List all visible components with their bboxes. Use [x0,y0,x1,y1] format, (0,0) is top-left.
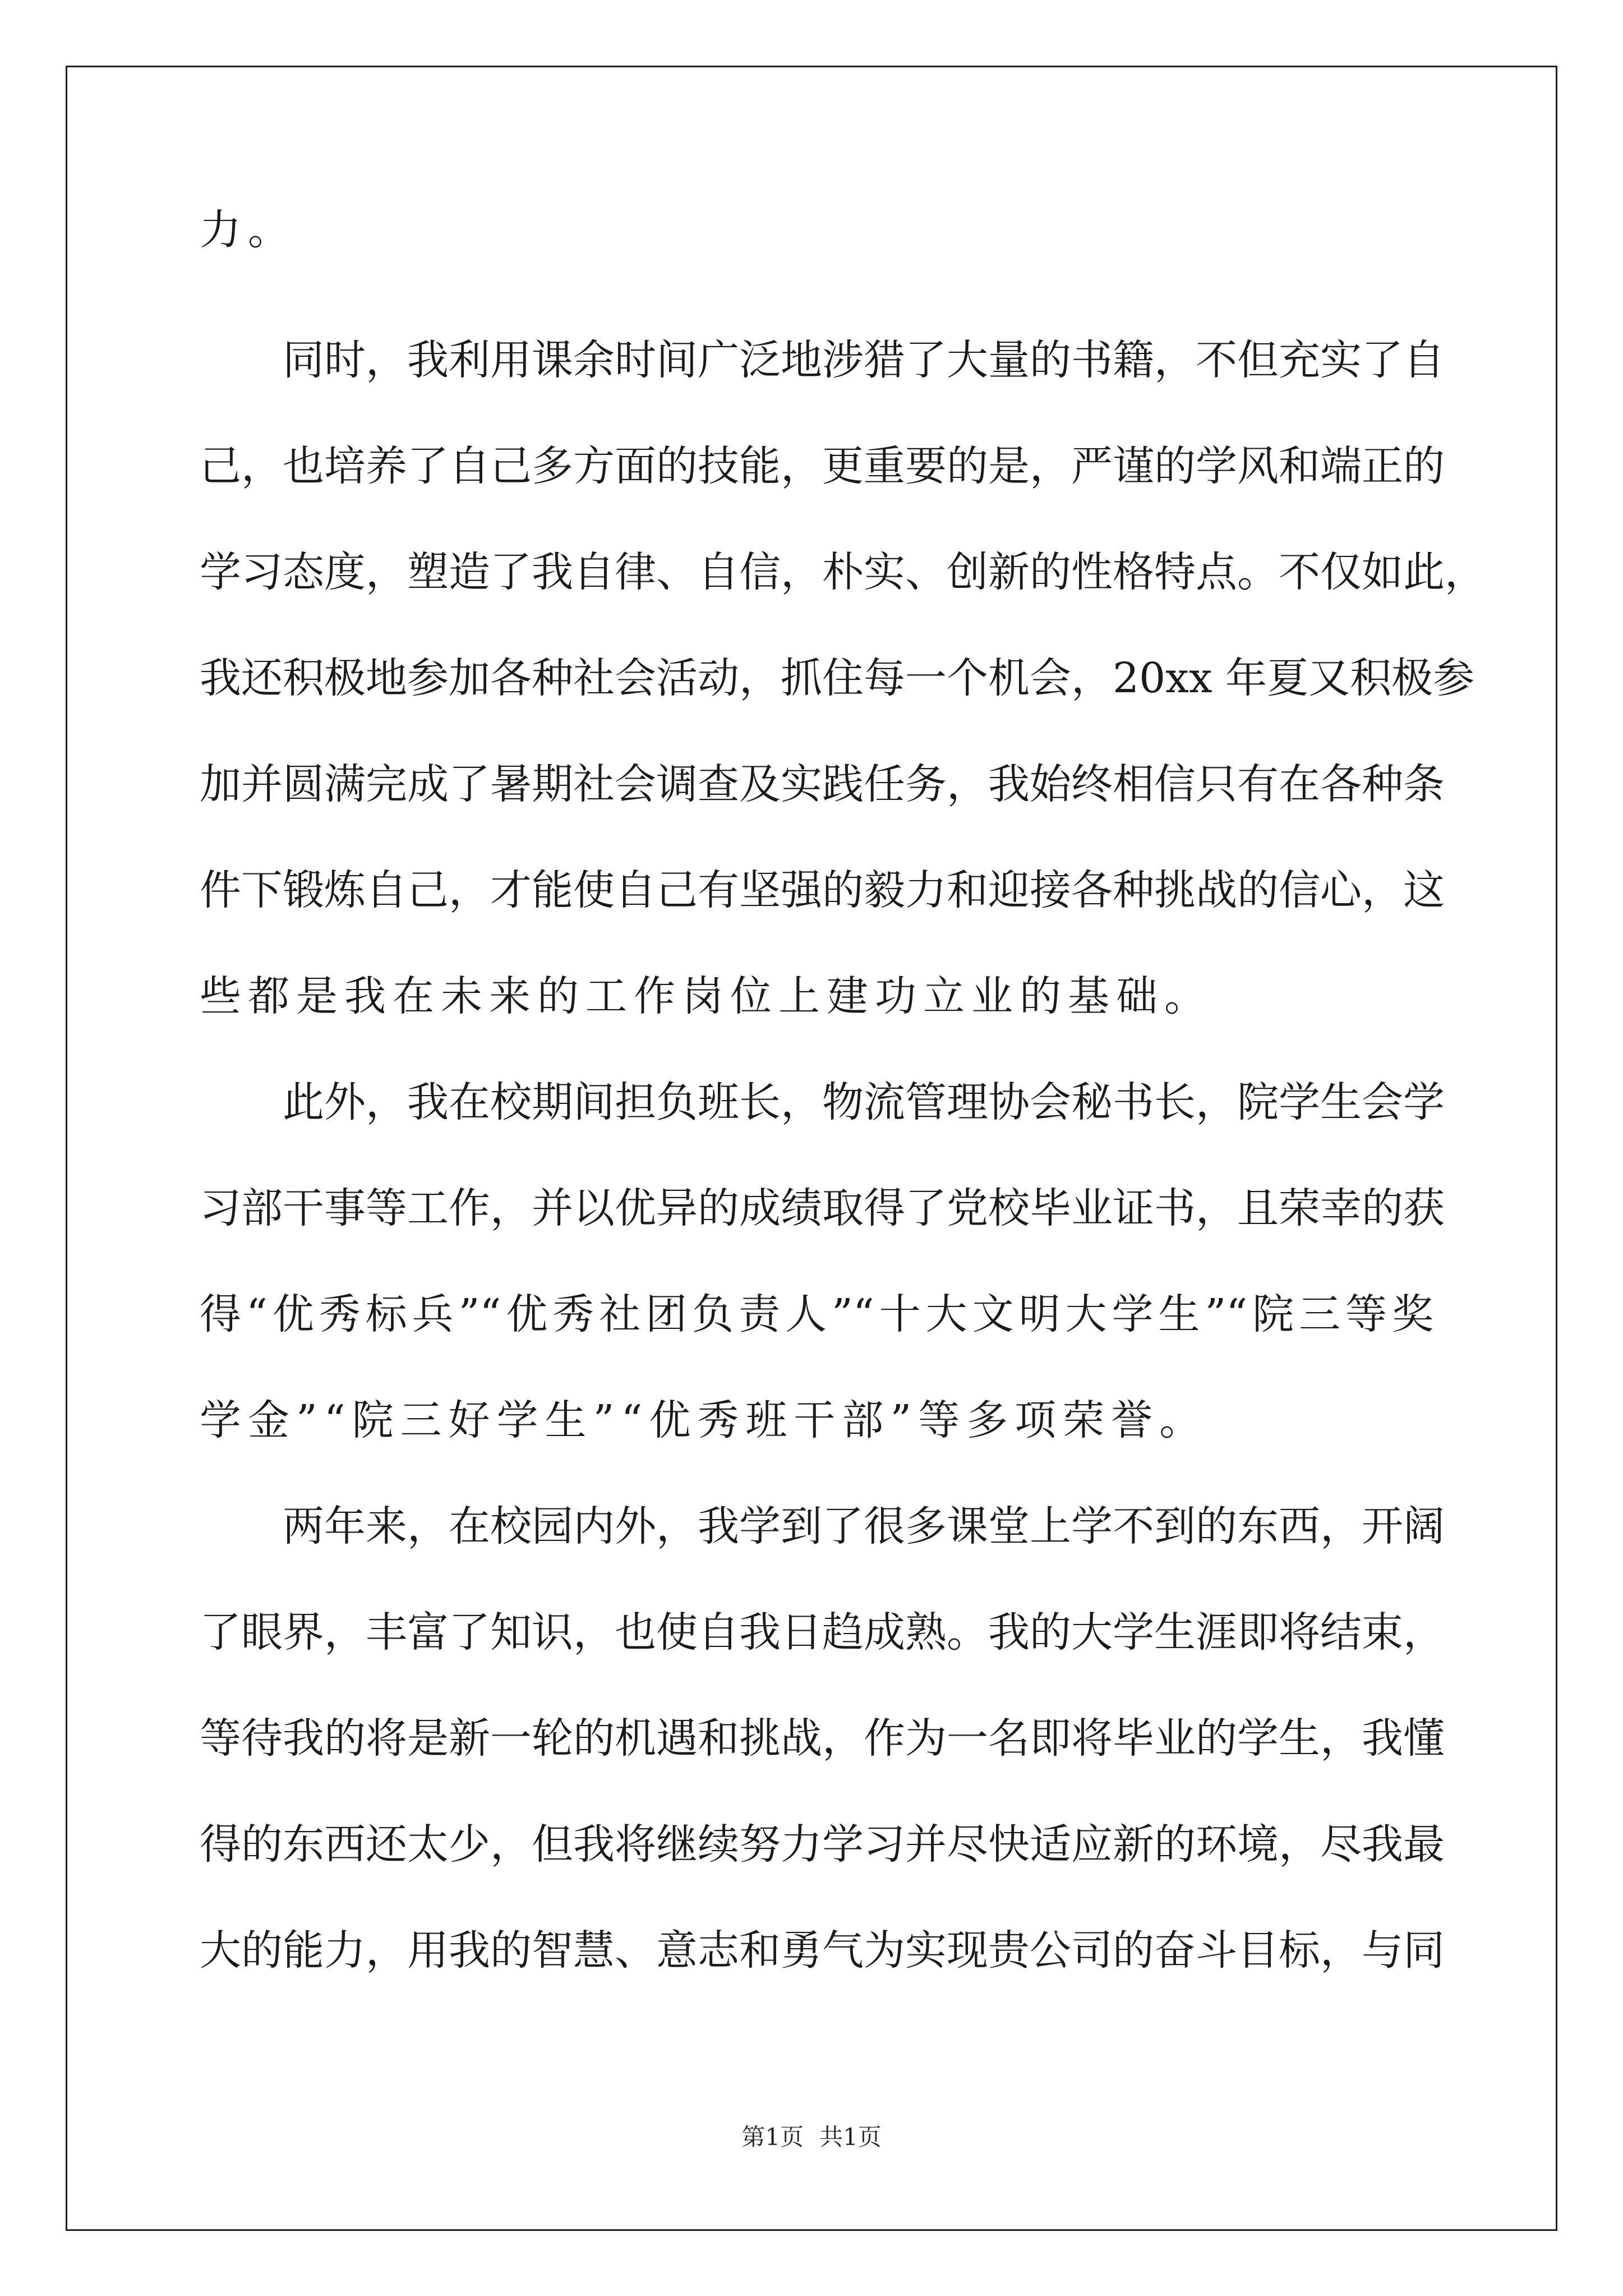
text-line: 己，也培养了自己多方面的技能，更重要的是，严谨的学风和端正的 [200,442,1445,490]
text-line: 力。 [200,206,296,254]
text-line: 加并圆满完成了暑期社会调查及实践任务，我始终相信只有在各种条 [200,760,1445,808]
page-number: 第1页 [741,2123,804,2151]
paragraph-first-line: 两年来，在校园内外，我学到了很多课堂上学不到的东西，开阔 [283,1502,1445,1550]
paragraph-first-line: 同时，我利用课余时间广泛地涉猎了大量的书籍，不但充实了自 [283,336,1445,384]
text-line: 得的东西还太少，但我将继续努力学习并尽快适应新的环境，尽我最 [200,1820,1445,1869]
text-line: 学金”“院三好学生”“优秀班干部”等多项荣誉。 [200,1396,1208,1444]
page-footer [0,2120,1623,2154]
text-line: 得“优秀标兵”“优秀社团负责人”“十大文明大学生”“院三等奖 [200,1290,1433,1338]
text-line: 大的能力，用我的智慧、意志和勇气为实现贵公司的奋斗目标，与同 [200,1926,1445,1975]
page-total: 共1页 [819,2123,882,2151]
text-line: 些都是我在未来的工作岗位上建功立业的基础。 [200,972,1212,1020]
text-line: 习部干事等工作，并以优异的成绩取得了党校毕业证书，且荣幸的获 [200,1184,1445,1232]
text-line: 学习态度，塑造了我自律、自信，朴实、创新的性格特点。不仅如此， [200,548,1486,596]
text-line: 件下锻炼自己，才能使自己有坚强的毅力和迎接各种挑战的信心，这 [200,866,1445,914]
text-line: 我还积极地参加各种社会活动，抓住每一个机会，20xx 年夏又积极参 [200,654,1475,702]
paragraph-first-line: 此外，我在校期间担负班长，物流管理协会秘书长，院学生会学 [283,1078,1445,1126]
page-border [66,66,1557,2231]
text-line: 等待我的将是新一轮的机遇和挑战，作为一名即将毕业的学生，我懂 [200,1714,1445,1763]
text-line: 了眼界，丰富了知识，也使自我日趋成熟。我的大学生涯即将结束， [200,1608,1445,1657]
